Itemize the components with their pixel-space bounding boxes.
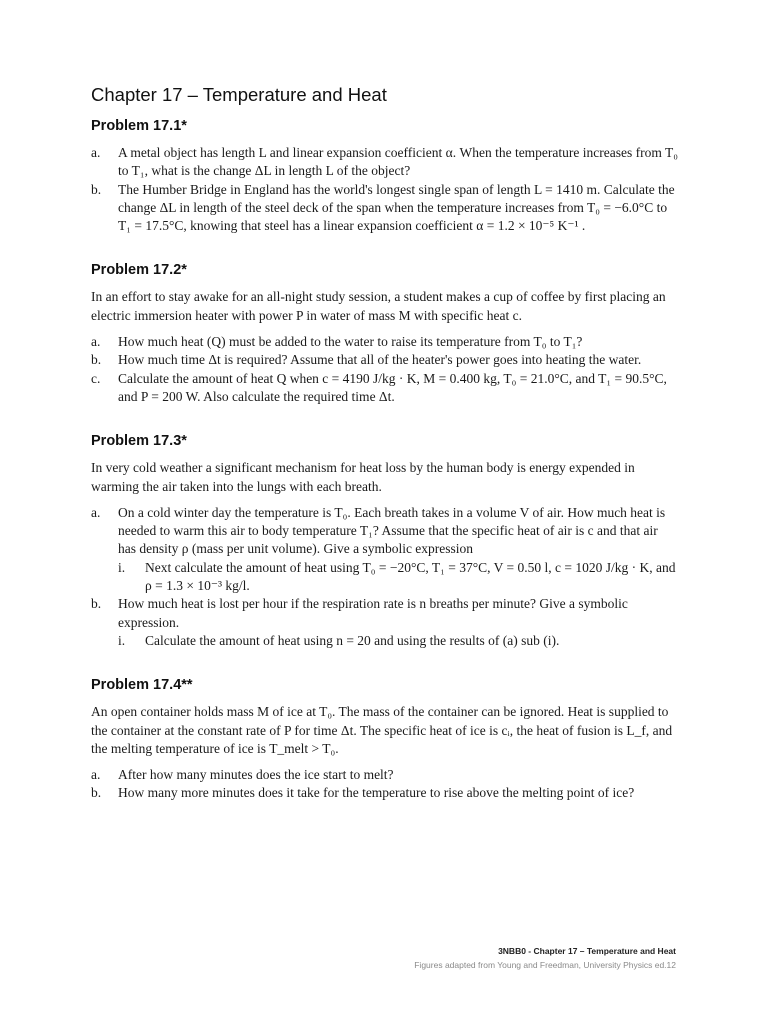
problem-parts: [91, 144, 679, 235]
problem-17-4: [91, 677, 679, 802]
subpart-label: i.: [118, 559, 126, 575]
part-a: [91, 766, 679, 784]
part-label: b.: [91, 181, 102, 197]
part-text: How much heat (Q) must be added to the water to raise its temperature from T₀ to T₁?: [118, 334, 583, 350]
subpart-text: Calculate the amount of heat using n = 20 and using the results of (a) sub (i).: [145, 632, 560, 648]
problem-17-3: [91, 433, 679, 650]
problem-heading: Problem 17.1*: [91, 118, 187, 134]
problem-parts: [91, 333, 679, 406]
chapter-title: Chapter 17 – Temperature and Heat: [91, 84, 387, 105]
problem-intro: An open container holds mass M of ice at T₀. The mass of the container can be ignored. Heat is supplied to the container at the constant rate of P for time Δt. The specific heat of ice is cᵢ, the heat of fusion is L_f, and the melting temperature of ice is T_melt > T₀.: [91, 704, 673, 756]
part-label: b.: [91, 785, 102, 801]
part-a: [91, 333, 679, 351]
part-a: [91, 504, 679, 559]
part-b-i: [91, 632, 679, 650]
footer-credit-line: Figures adapted from Young and Freedman, University Physics ed.12: [414, 960, 676, 970]
part-label: a.: [91, 767, 101, 783]
page-content: [91, 84, 679, 830]
problem-parts: [91, 766, 679, 803]
part-label: b.: [91, 596, 102, 612]
part-c: [91, 370, 679, 407]
subpart-label: i.: [118, 632, 126, 648]
part-text: How many more minutes does it take for the temperature to rise above the melting point of ice?: [118, 785, 635, 801]
footer-course-line: 3NBB0 - Chapter 17 – Temperature and Heat: [498, 946, 676, 956]
part-label: a.: [91, 504, 101, 520]
subpart-text: Next calculate the amount of heat using T₀ = −20°C, T₁ = 37°C, V = 0.50 l, c = 1020 J/kg · K, and ρ = 1.3 × 10⁻³ kg/l.: [145, 559, 676, 594]
page-footer: [414, 944, 676, 972]
part-label: a.: [91, 145, 101, 160]
part-text: How much time Δt is required? Assume that all of the heater's power goes into heating the water.: [118, 352, 642, 368]
problem-17-1: [91, 118, 679, 235]
part-text: A metal object has length L and linear expansion coefficient α. When the temperature increases from T₀ to T₁, what is the change ΔL in length L of the object?: [118, 145, 678, 179]
problem-intro: In very cold weather a significant mechanism for heat loss by the human body is energy expended in warming the air taken into the lungs with each breath.: [91, 460, 635, 494]
part-text: On a cold winter day the temperature is T₀. Each breath takes in a volume V of air. How much heat is needed to warm this air to body temperature T₁? Assume that the specific heat of air is c and that air has density ρ (mass per unit volume). Give a symbolic expression: [118, 504, 666, 557]
problem-parts: [91, 504, 679, 650]
part-b: [91, 595, 679, 632]
part-text: How much heat is lost per hour if the respiration rate is n breaths per minute? Give a symbolic expression.: [118, 596, 628, 630]
part-label: b.: [91, 352, 102, 368]
part-label: a.: [91, 334, 101, 350]
problem-17-2: [91, 262, 679, 406]
part-text: The Humber Bridge in England has the world's longest single span of length L = 1410 m. Calculate the change ΔL in length of the steel deck of the span when the temperature increases from T₀ = −6.0°C to T₁ = 17.5°C, knowing that steel has a linear expansion coefficient α = 1.2 × 10⁻⁵ K⁻¹ .: [118, 181, 675, 234]
part-label: c.: [91, 370, 101, 386]
problem-heading: Problem 17.2*: [91, 262, 187, 279]
part-b: [91, 351, 679, 369]
part-text: Calculate the amount of heat Q when c = 4190 J/kg · K, M = 0.400 kg, T₀ = 21.0°C, and T₁ = 90.5°C, and P = 200 W. Also calculate the required time Δt.: [118, 370, 667, 404]
part-b: [91, 784, 679, 802]
part-a-i: [91, 559, 679, 596]
part-text: After how many minutes does the ice start to melt?: [118, 767, 394, 783]
problem-intro: In an effort to stay awake for an all-night study session, a student makes a cup of coffee by first placing an electric immersion heater with power P in water of mass M with specific heat c.: [91, 289, 666, 323]
problem-heading: Problem 17.4**: [91, 677, 193, 694]
part-a: [91, 144, 679, 181]
problem-heading: Problem 17.3*: [91, 433, 187, 450]
part-b: [91, 181, 679, 236]
